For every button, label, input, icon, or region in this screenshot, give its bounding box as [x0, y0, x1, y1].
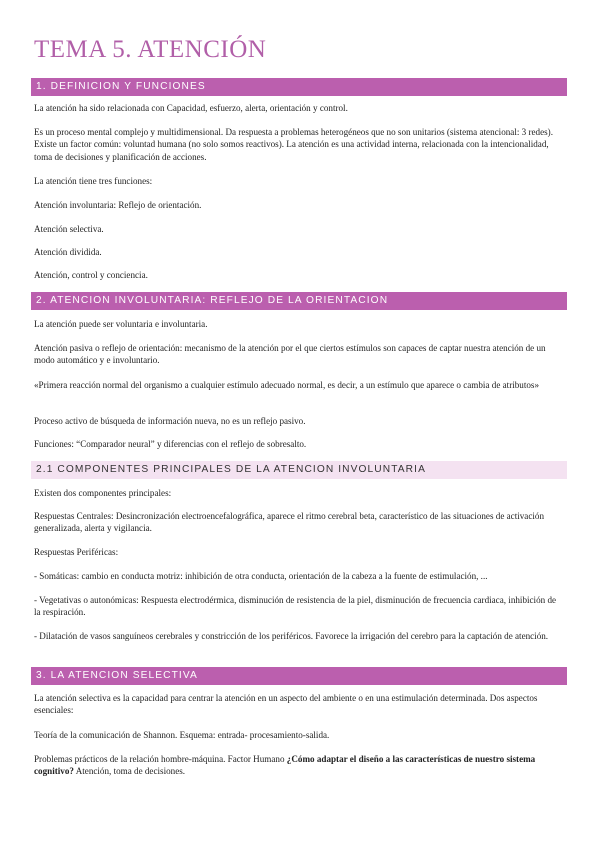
paragraph: Funciones: “Comparador neural” y diferencias con el reflejo de sobresalto. [34, 439, 307, 449]
paragraph: La atención puede ser voluntaria e involuntaria. [34, 319, 208, 329]
bold-question: ¿Cómo adaptar el diseño a las características de nuestro sistema cognitivo? [34, 754, 536, 777]
paragraph: Atención, control y conciencia. [34, 270, 148, 280]
paragraph: Teoría de la comunicación de Shannon. Esquema: entrada- procesamiento-salida. [34, 730, 330, 740]
paragraph: La atención tiene tres funciones: [34, 176, 153, 186]
paragraph-text: Problemas prácticos de la relación hombre-máquina. Factor Humano [34, 754, 287, 764]
paragraph: Atención pasiva o reflejo de orientación: mecanismo de la atención por el que ciertos estímulos son capaces de captar nuestra atención de un modo automático y e involuntario. [34, 343, 546, 366]
paragraph: Respuestas Periféricas: [34, 547, 119, 557]
subsection-heading-2-1: 2.1 COMPONENTES PRINCIPALES DE LA ATENCION INVOLUNTARIA [31, 461, 567, 479]
paragraph: Atención dividida. [34, 247, 102, 257]
section-heading-1: 1. DEFINICION Y FUNCIONES [31, 78, 567, 96]
paragraph: Es un proceso mental complejo y multidimensional. Da respuesta a problemas heterogéneos que no son unitarios (sistema atencional: 3 redes). Existe un factor común: voluntad humana (no solo somos reactivos). La atención es una actividad interna, relacionada con la intencionalidad, toma de decisiones y planificación de acciones. [34, 127, 553, 162]
page-title: TEMA 5. ATENCIÓN [34, 36, 267, 63]
paragraph: Atención involuntaria: Reflejo de orientación. [34, 200, 202, 210]
paragraph-text: Atención, toma de decisiones. [73, 766, 186, 777]
paragraph: - Vegetativas o autonómicas: Respuesta electrodérmica, disminución de resistencia de la piel, disminución de frecuencia cardiaca, inhibición de la respiración. [34, 595, 557, 618]
paragraph: - Somáticas: cambio en conducta motriz: inhibición de otra conducta, orientación de la cabeza a la fuente de estimulación, ... [34, 571, 488, 581]
section-heading-2: 2. ATENCION INVOLUNTARIA: REFLEJO DE LA ORIENTACION [31, 292, 567, 310]
section-heading-3: 3. LA ATENCION SELECTIVA [31, 667, 567, 685]
paragraph [34, 753, 564, 778]
paragraph: La atención selectiva es la capacidad para centrar la atención en un aspecto del ambiente o en una estimulación determinada. Dos aspectos esenciales: [34, 693, 538, 716]
paragraph: «Primera reacción normal del organismo a cualquier estímulo adecuado normal, es decir, a un estímulo que aparece o cambia de atributos» [34, 380, 539, 390]
paragraph: - Dilatación de vasos sanguíneos cerebrales y constricción de los periféricos. Favorece la irrigación del cerebro para la captación de atención. [34, 631, 549, 641]
paragraph: Respuestas Centrales: Desincronización electroencefalográfica, aparece el ritmo cerebral beta, característico de las situaciones de activación generalizada, alerta y vigilancia. [34, 511, 545, 534]
paragraph: Atención selectiva. [34, 224, 104, 234]
paragraph: La atención ha sido relacionada con Capacidad, esfuerzo, alerta, orientación y control. [34, 103, 348, 113]
paragraph: Proceso activo de búsqueda de información nueva, no es un reflejo pasivo. [34, 416, 306, 426]
paragraph: Existen dos componentes principales: [34, 488, 172, 498]
